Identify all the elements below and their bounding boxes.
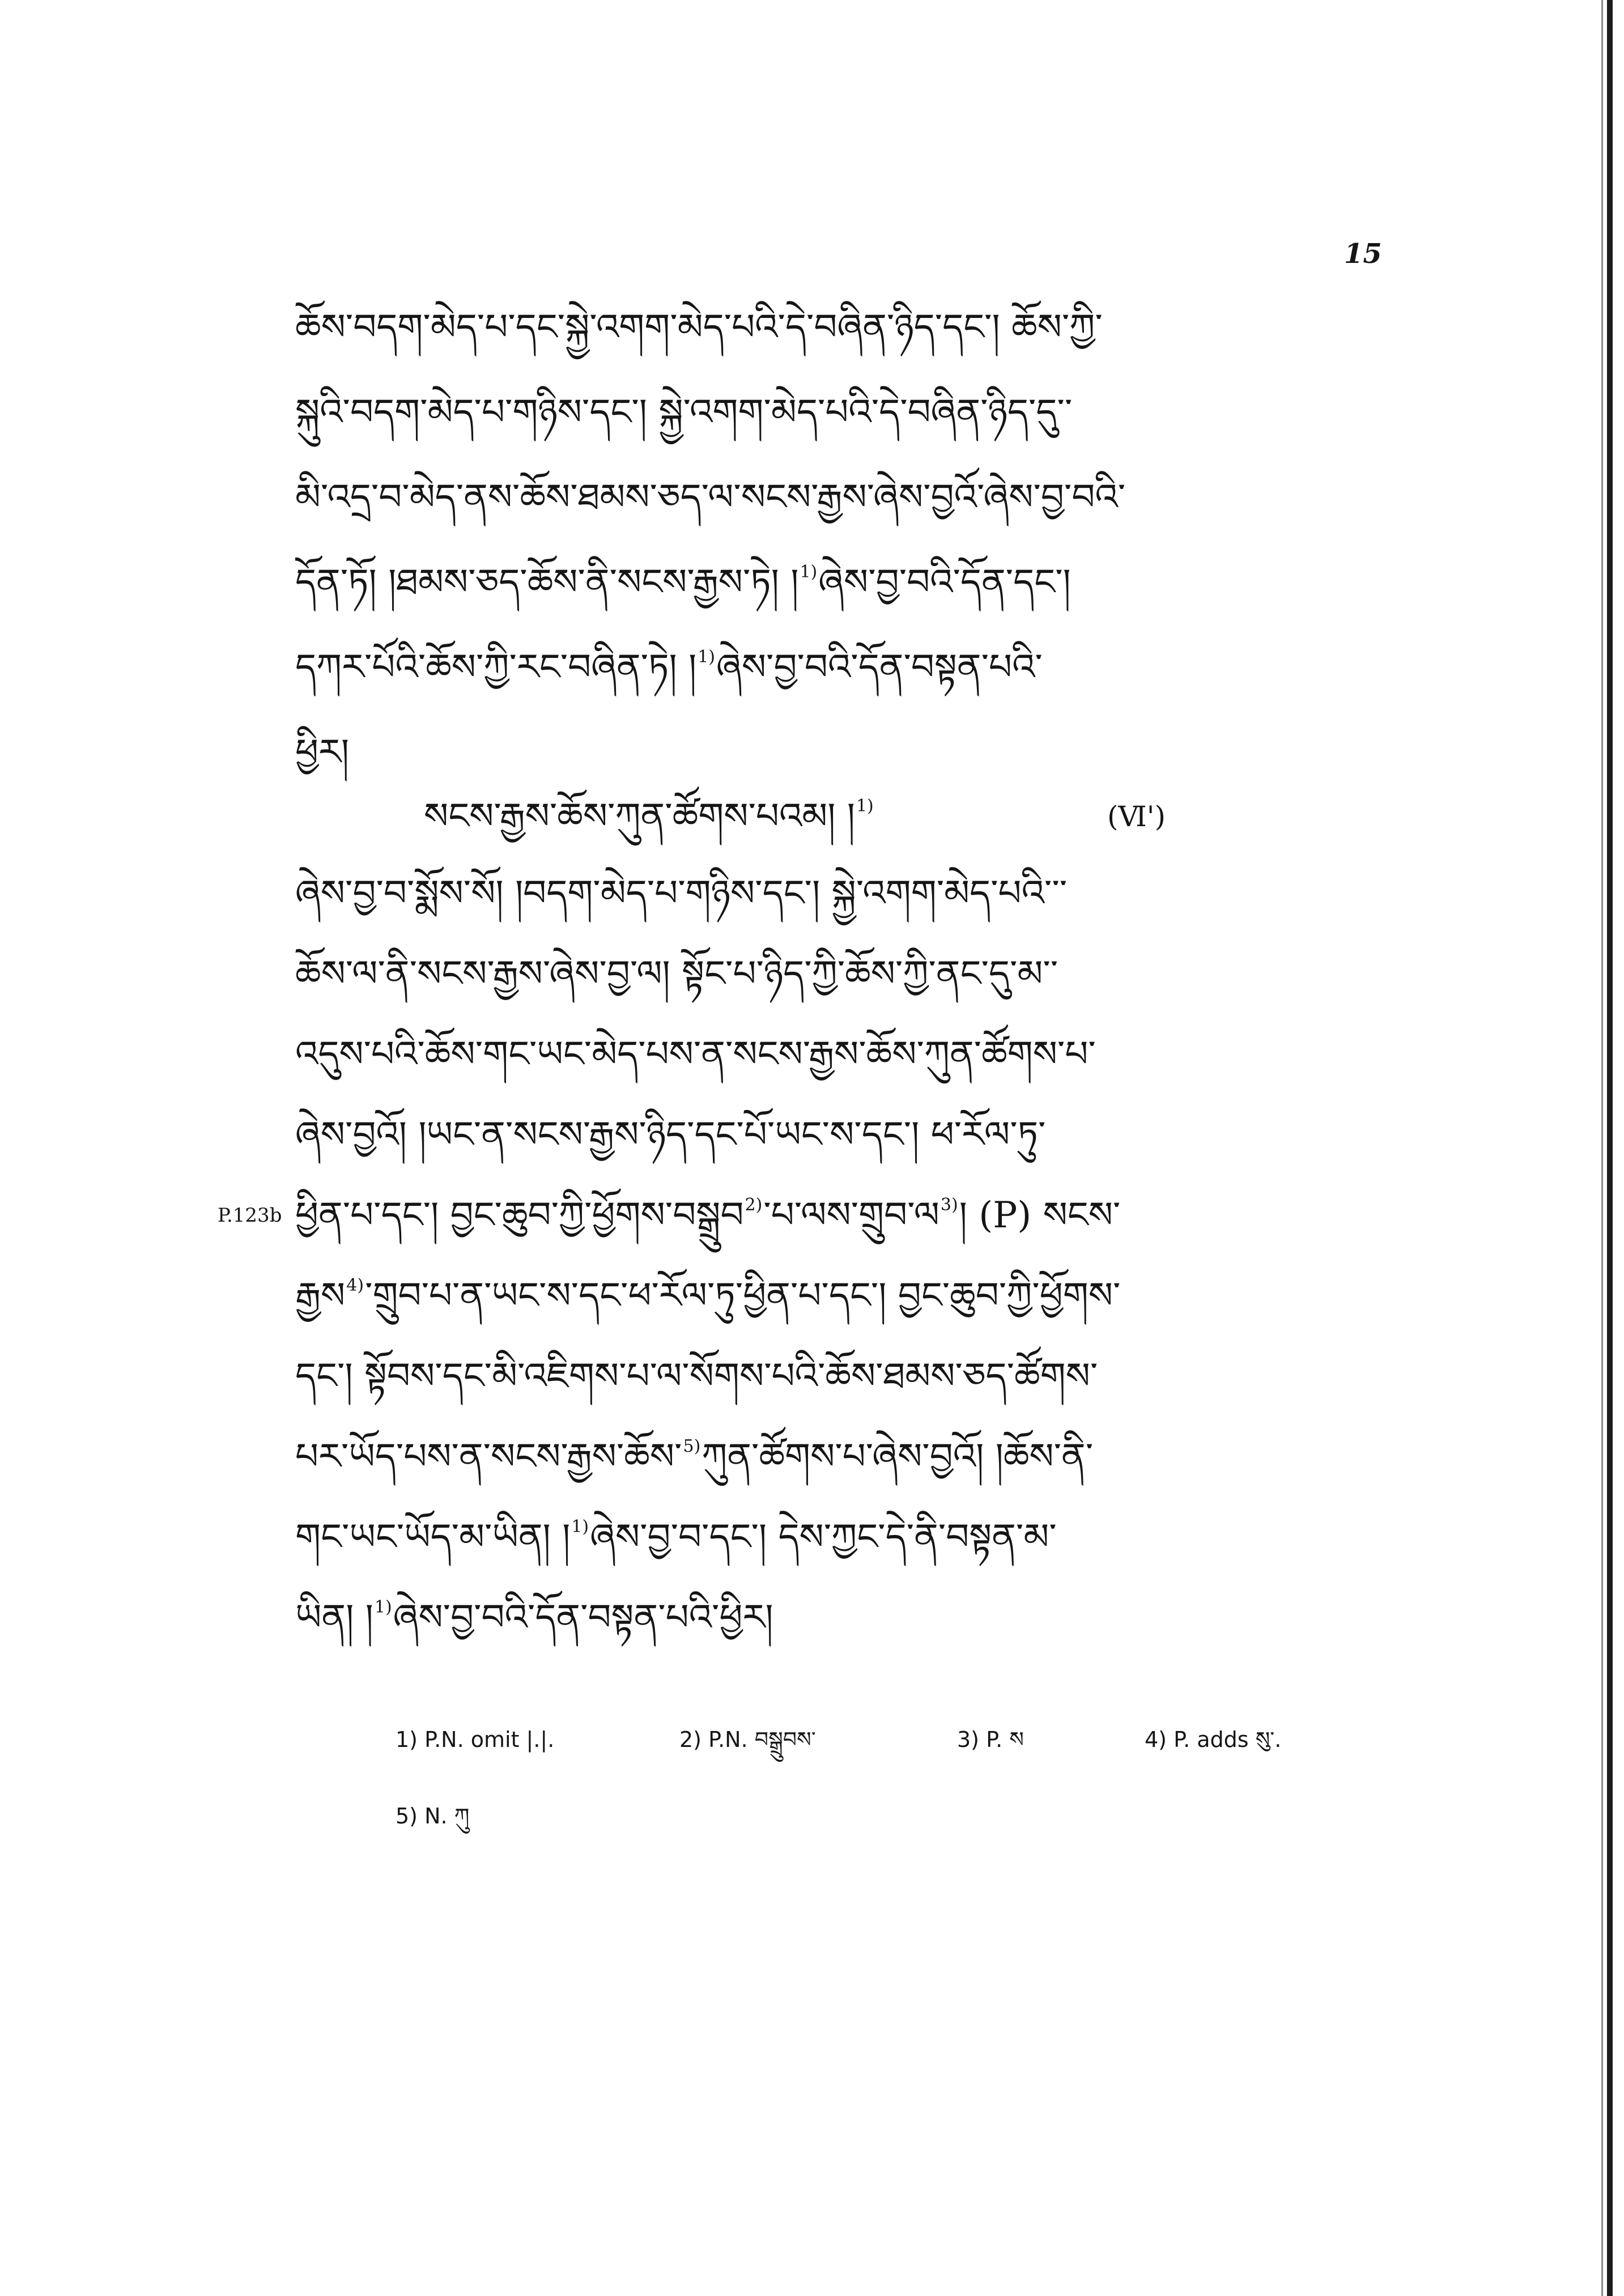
footnote-marker: 2) [745, 1195, 763, 1215]
footnote: 4) P. adds སུ་. [1145, 1727, 1282, 1752]
line-text: ཞེས་བྱ་བའི་དོན་བསྟན་པའི་ [716, 647, 1043, 688]
text-line [295, 540, 1406, 625]
line-text: དཀར་པོའི་ཆོས་ཀྱི་རང་བཞིན་ཏེ། ། [295, 647, 697, 688]
line-text: ཞེས་བྱའོ། །ཡང་ན་སངས་རྒྱས་ཉིད་དང་པོ་ཡང་ས་དང་། ཕ་རོལ་ཏུ་ [295, 1114, 1046, 1156]
line-text: ཕྱིར། [295, 732, 350, 773]
section-label: (Ⅵ') [1107, 800, 1166, 833]
line-text: གང་ཡང་ཡོད་མ་ཡིན། ། [295, 1516, 571, 1558]
text-block-upper [295, 285, 1406, 795]
text-line [295, 285, 1406, 370]
footnote-marker: 1) [800, 562, 818, 582]
text-line [295, 370, 1406, 455]
footnotes-row [0, 1721, 1587, 1758]
line-text: སྐུའི་བདག་མེད་པ་གཉིས་དང་། སྐྱེ་འགག་མེད་པའི་དེ་བཞིན་ཉིད་དུ་་ [295, 392, 1073, 433]
text-line [295, 1175, 1406, 1256]
text-line [295, 1497, 1406, 1578]
text-line [295, 1095, 1406, 1175]
footnote: 1) P.N. omit |.|. [396, 1727, 555, 1752]
line-text: ཆོས་ལ་ནི་སངས་རྒྱས་ཞེས་བྱ་ལ། སྟོང་པ་ཉིད་ཀྱི་ཆོས་ཀྱི་ནང་དུ་མ་་ [295, 953, 1058, 995]
footnote-marker: 1) [374, 1597, 392, 1617]
line-text: ཆོས་བདག་མེད་པ་དང་སྐྱེ་འགག་མེད་པའི་དེ་བཞིན་ཉིད་དང་། ཆོས་ཀྱི་ [295, 307, 1103, 348]
footnote-marker: 1) [856, 796, 874, 816]
text-block-lower [295, 853, 1406, 1658]
footnote: 2) P.N. བསྒྲུབས་ [679, 1727, 816, 1752]
line-text: མི་འདྲ་བ་མེད་ནས་ཆོས་ཐམས་ཅད་ལ་སངས་རྒྱས་ཞེས་བྱའོ་ཞེས་བྱ་བའི་ [295, 477, 1126, 518]
line-text: རྒྱས [295, 1275, 346, 1317]
line-text: ཞེས་བྱ་བའི་དོན་དང་། [818, 562, 1071, 603]
line-text: ། (P) སངས་ [959, 1194, 1121, 1236]
text-line [295, 1417, 1406, 1497]
line-text: ་གྲུབ་པ་ན་ཡང་ས་དང་ཕ་རོལ་ཏུ་ཕྱིན་པ་དང་། བྱང་ཆུབ་ཀྱི་ཕྱོགས་ [365, 1275, 1121, 1317]
line-text: དང་། སྟོབས་དང་མི་འཇིགས་པ་ལ་སོགས་པའི་ཆོས་ཐམས་ཅད་ཚོགས་ [295, 1355, 1098, 1397]
footnote-marker: 1) [698, 647, 716, 667]
line-text: ཀུན་ཚོགས་པ་ཞེས་བྱའོ། །ཆོས་ནི་ [702, 1436, 1094, 1478]
text-line [295, 1256, 1406, 1336]
line-text: ཕྱིན་པ་དང་། བྱང་ཆུབ་ཀྱི་ཕྱོགས་བསྒྲུབ [295, 1194, 744, 1236]
footnote-marker: 4) [346, 1275, 364, 1295]
footnote-marker: 1) [571, 1517, 589, 1537]
footnote: 5) N. ཀུ [396, 1804, 470, 1829]
footnote-marker: 5) [683, 1436, 701, 1456]
text-line [295, 1014, 1406, 1095]
scan-edge-shadow [1601, 0, 1603, 2296]
verse-heading [424, 780, 1092, 853]
scan-edge-line [1607, 0, 1613, 2296]
text-line [295, 1578, 1406, 1658]
text-line [295, 625, 1406, 710]
folio-margin-note: P.123b [218, 1204, 282, 1227]
line-text: པར་ཡོད་པས་ན་སངས་རྒྱས་ཆོས་ [295, 1436, 682, 1478]
footnote-marker: 3) [940, 1195, 958, 1215]
verse-heading-text: སངས་རྒྱས་ཆོས་ཀུན་ཚོགས་པའམ། ། [424, 796, 855, 837]
line-text: ཞེས་བྱ་བ་སྨོས་སོ། །བདག་མེད་པ་གཉིས་དང་། སྐྱེ་འགག་མེད་པའི་་་ [295, 873, 1068, 915]
line-text: ཞེས་བྱ་བའི་དོན་བསྟན་པའི་ཕྱིར། [393, 1597, 773, 1639]
line-text: ་པ་ལས་གྲུབ་ལ [763, 1194, 939, 1236]
text-line [295, 1336, 1406, 1417]
line-text: དོན་ཏོ། །ཐམས་ཅད་ཆོས་ནི་སངས་རྒྱས་ཏེ། ། [295, 562, 799, 603]
text-line [295, 934, 1406, 1014]
line-text: འདུས་པའི་ཆོས་གང་ཡང་མེད་པས་ན་སངས་རྒྱས་ཆོས་ཀུན་ཚོགས་པ་ [295, 1034, 1096, 1075]
text-line [295, 455, 1406, 540]
footnotes-row [0, 1798, 1587, 1834]
text-line [295, 853, 1406, 934]
line-text: ཞེས་བྱ་བ་དང་། དེས་ཀྱང་དེ་ནི་བསྟན་མ་ [590, 1516, 1057, 1558]
footnote: 3) P. ས [957, 1727, 1024, 1752]
line-text: ཡིན། ། [295, 1597, 373, 1639]
page-number: 15 [1344, 238, 1382, 270]
